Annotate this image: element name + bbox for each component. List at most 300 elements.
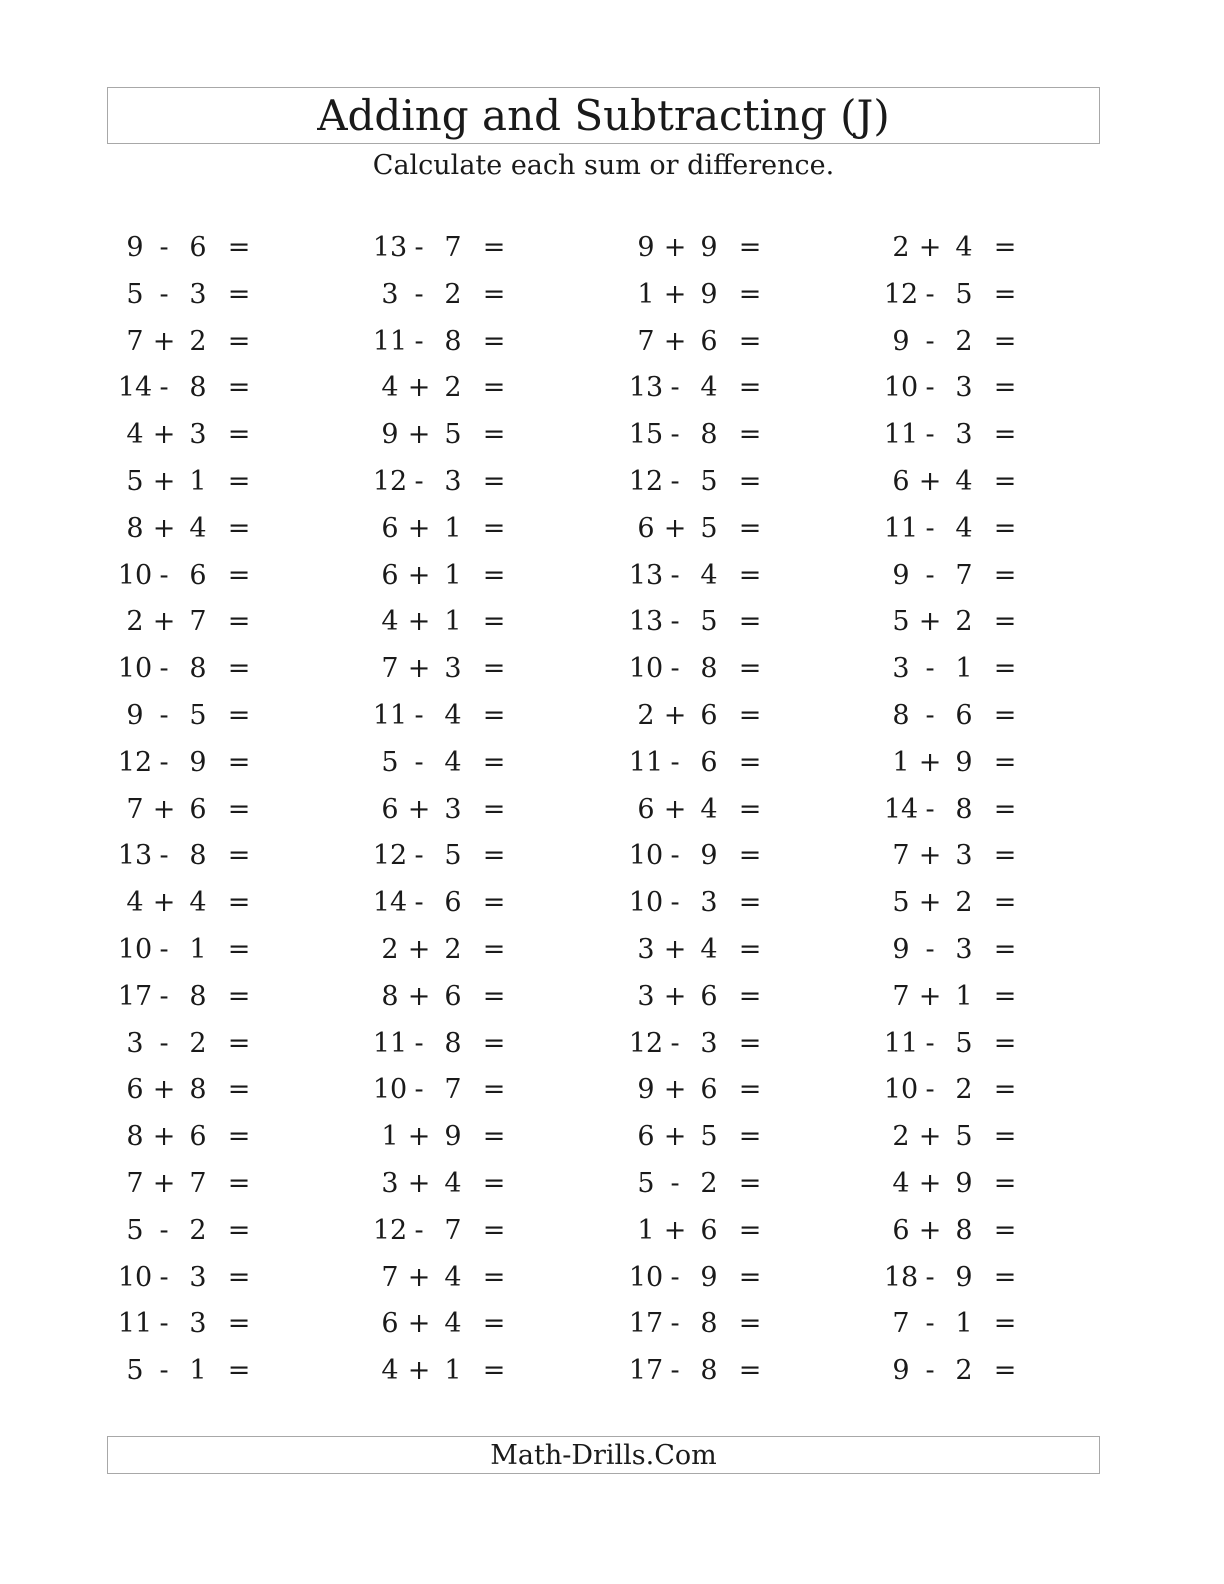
operator: + xyxy=(407,419,431,451)
equals-sign: = xyxy=(482,278,506,310)
operator: - xyxy=(159,232,169,263)
operand-b: 9 xyxy=(700,1261,718,1293)
problem-row xyxy=(617,1161,872,1208)
operand-a: 5 xyxy=(381,746,399,778)
footer-box xyxy=(107,1436,1100,1474)
operand-a: 12 xyxy=(117,746,153,778)
operand-a: 6 xyxy=(892,1214,910,1246)
equals-sign: = xyxy=(227,793,251,825)
problem-row xyxy=(872,459,1127,506)
operand-a: 17 xyxy=(628,1308,664,1340)
operand-b: 5 xyxy=(189,699,207,731)
operand-a: 13 xyxy=(628,606,664,638)
operand-b: 8 xyxy=(700,419,718,451)
problem-row xyxy=(872,1067,1127,1114)
equals-sign: = xyxy=(993,606,1017,638)
operand-a: 3 xyxy=(892,653,910,685)
operand-a: 10 xyxy=(883,372,919,404)
operator: + xyxy=(152,325,176,357)
problem-row xyxy=(872,787,1127,834)
problem-row xyxy=(617,880,872,927)
equals-sign: = xyxy=(227,559,251,591)
operand-a: 11 xyxy=(883,512,919,544)
problem-row xyxy=(617,1301,872,1348)
operand-b: 4 xyxy=(700,933,718,965)
operator: + xyxy=(663,1214,687,1246)
equals-sign: = xyxy=(738,232,762,263)
operand-b: 5 xyxy=(955,278,973,310)
operand-a: 12 xyxy=(372,840,408,872)
operand-b: 2 xyxy=(955,1355,973,1387)
operand-a: 6 xyxy=(637,793,655,825)
equals-sign: = xyxy=(993,1074,1017,1106)
problem-row xyxy=(361,646,616,693)
operator: - xyxy=(925,559,935,591)
operand-b: 9 xyxy=(700,232,718,263)
equals-sign: = xyxy=(227,1261,251,1293)
operand-b: 2 xyxy=(189,325,207,357)
operand-b: 9 xyxy=(700,278,718,310)
problem-row xyxy=(361,974,616,1021)
operand-b: 7 xyxy=(955,559,973,591)
operand-b: 8 xyxy=(444,325,462,357)
equals-sign: = xyxy=(482,232,506,263)
problem-row xyxy=(361,740,616,787)
equals-sign: = xyxy=(993,1214,1017,1246)
equals-sign: = xyxy=(993,840,1017,872)
equals-sign: = xyxy=(227,278,251,310)
operand-b: 4 xyxy=(700,372,718,404)
equals-sign: = xyxy=(482,1355,506,1387)
operand-a: 4 xyxy=(126,887,144,919)
problem-row xyxy=(106,787,361,834)
operand-b: 4 xyxy=(700,793,718,825)
problem-row xyxy=(872,833,1127,880)
equals-sign: = xyxy=(738,793,762,825)
problem-row xyxy=(106,365,361,412)
operand-b: 2 xyxy=(955,606,973,638)
operand-b: 3 xyxy=(955,933,973,965)
operand-b: 6 xyxy=(955,699,973,731)
equals-sign: = xyxy=(227,512,251,544)
operator: - xyxy=(159,278,169,310)
operand-a: 6 xyxy=(381,512,399,544)
equals-sign: = xyxy=(227,1074,251,1106)
operand-b: 8 xyxy=(189,653,207,685)
operand-b: 2 xyxy=(955,325,973,357)
operand-b: 5 xyxy=(444,419,462,451)
operand-a: 3 xyxy=(381,1167,399,1199)
equals-sign: = xyxy=(993,1167,1017,1199)
operand-a: 4 xyxy=(126,419,144,451)
equals-sign: = xyxy=(993,653,1017,685)
operand-a: 8 xyxy=(892,699,910,731)
operand-b: 4 xyxy=(444,746,462,778)
operand-b: 5 xyxy=(444,840,462,872)
operator: - xyxy=(414,278,424,310)
operand-a: 10 xyxy=(117,933,153,965)
equals-sign: = xyxy=(738,465,762,497)
operand-b: 2 xyxy=(444,372,462,404)
problem-row xyxy=(106,1208,361,1255)
operator: - xyxy=(414,1027,424,1059)
operand-a: 12 xyxy=(628,465,664,497)
operand-a: 12 xyxy=(628,1027,664,1059)
operand-a: 4 xyxy=(892,1167,910,1199)
problem-row xyxy=(872,880,1127,927)
operator: - xyxy=(925,793,935,825)
operator: - xyxy=(925,933,935,965)
equals-sign: = xyxy=(993,793,1017,825)
operand-a: 2 xyxy=(637,699,655,731)
operand-a: 8 xyxy=(126,1121,144,1153)
operator: - xyxy=(414,232,424,263)
equals-sign: = xyxy=(227,653,251,685)
equals-sign: = xyxy=(227,419,251,451)
equals-sign: = xyxy=(482,372,506,404)
operator: - xyxy=(925,1074,935,1106)
operator: + xyxy=(407,1261,431,1293)
operand-a: 11 xyxy=(883,419,919,451)
problem-row xyxy=(617,459,872,506)
equals-sign: = xyxy=(738,653,762,685)
operand-b: 2 xyxy=(189,1214,207,1246)
operator: - xyxy=(159,372,169,404)
operator: + xyxy=(152,465,176,497)
operator: + xyxy=(407,512,431,544)
operator: - xyxy=(670,465,680,497)
problem-row xyxy=(361,272,616,319)
problem-row xyxy=(872,319,1127,366)
operand-a: 3 xyxy=(381,278,399,310)
problem-row xyxy=(361,1161,616,1208)
operator: + xyxy=(152,887,176,919)
operator: + xyxy=(663,1074,687,1106)
equals-sign: = xyxy=(227,933,251,965)
operand-b: 3 xyxy=(955,419,973,451)
problem-row xyxy=(106,1348,361,1395)
operator: - xyxy=(670,606,680,638)
problem-row xyxy=(872,974,1127,1021)
operand-b: 5 xyxy=(700,512,718,544)
operand-b: 8 xyxy=(700,653,718,685)
problem-row xyxy=(106,1067,361,1114)
problem-row xyxy=(106,599,361,646)
operator: - xyxy=(670,1167,680,1199)
equals-sign: = xyxy=(227,1167,251,1199)
operand-a: 6 xyxy=(126,1074,144,1106)
operand-a: 6 xyxy=(637,512,655,544)
operator: + xyxy=(918,1214,942,1246)
operand-a: 18 xyxy=(883,1261,919,1293)
operator: + xyxy=(918,980,942,1012)
problem-row xyxy=(872,365,1127,412)
equals-sign: = xyxy=(482,512,506,544)
operator: - xyxy=(159,653,169,685)
problem-row xyxy=(106,880,361,927)
operator: - xyxy=(925,512,935,544)
equals-sign: = xyxy=(738,419,762,451)
equals-sign: = xyxy=(482,933,506,965)
operator: + xyxy=(152,1167,176,1199)
operand-b: 2 xyxy=(700,1167,718,1199)
operand-b: 9 xyxy=(700,840,718,872)
operator: - xyxy=(925,1308,935,1340)
equals-sign: = xyxy=(482,1121,506,1153)
equals-sign: = xyxy=(738,278,762,310)
problem-row xyxy=(106,1114,361,1161)
operator: + xyxy=(407,1308,431,1340)
problem-row xyxy=(617,740,872,787)
equals-sign: = xyxy=(227,1355,251,1387)
operand-a: 6 xyxy=(892,465,910,497)
problem-row xyxy=(106,693,361,740)
equals-sign: = xyxy=(482,1027,506,1059)
operand-b: 3 xyxy=(189,419,207,451)
operand-a: 10 xyxy=(117,653,153,685)
operand-a: 9 xyxy=(126,232,144,263)
operator: - xyxy=(670,746,680,778)
problem-row xyxy=(106,319,361,366)
equals-sign: = xyxy=(482,1167,506,1199)
operand-b: 8 xyxy=(189,372,207,404)
equals-sign: = xyxy=(993,278,1017,310)
operand-b: 2 xyxy=(955,887,973,919)
problem-row xyxy=(361,412,616,459)
problem-row xyxy=(872,272,1127,319)
problem-row xyxy=(872,1348,1127,1395)
operand-b: 6 xyxy=(700,325,718,357)
equals-sign: = xyxy=(993,372,1017,404)
operand-b: 8 xyxy=(444,1027,462,1059)
problem-row xyxy=(106,412,361,459)
problem-row xyxy=(617,365,872,412)
operand-a: 9 xyxy=(892,325,910,357)
operand-a: 1 xyxy=(381,1121,399,1153)
operand-b: 3 xyxy=(700,1027,718,1059)
problem-row xyxy=(617,1208,872,1255)
operator: - xyxy=(414,1074,424,1106)
problem-row xyxy=(361,1208,616,1255)
equals-sign: = xyxy=(993,1308,1017,1340)
problem-row xyxy=(361,1021,616,1068)
operand-b: 3 xyxy=(444,465,462,497)
problem-row xyxy=(617,1067,872,1114)
operator: - xyxy=(670,1027,680,1059)
equals-sign: = xyxy=(227,746,251,778)
operand-a: 10 xyxy=(628,1261,664,1293)
operand-a: 11 xyxy=(117,1308,153,1340)
operator: + xyxy=(918,887,942,919)
operand-a: 1 xyxy=(637,278,655,310)
operand-b: 2 xyxy=(189,1027,207,1059)
operand-b: 9 xyxy=(444,1121,462,1153)
operator: - xyxy=(414,325,424,357)
operand-b: 8 xyxy=(189,840,207,872)
equals-sign: = xyxy=(482,1074,506,1106)
problem-row xyxy=(872,740,1127,787)
equals-sign: = xyxy=(482,1261,506,1293)
equals-sign: = xyxy=(738,980,762,1012)
operand-b: 1 xyxy=(189,1355,207,1387)
operator: + xyxy=(663,512,687,544)
operand-a: 14 xyxy=(117,372,153,404)
operand-a: 7 xyxy=(381,653,399,685)
equals-sign: = xyxy=(993,1261,1017,1293)
operator: - xyxy=(925,699,935,731)
problem-row xyxy=(617,693,872,740)
operator: - xyxy=(670,653,680,685)
operand-b: 4 xyxy=(955,232,973,263)
equals-sign: = xyxy=(482,887,506,919)
operator: + xyxy=(407,559,431,591)
operand-a: 8 xyxy=(126,512,144,544)
operator: + xyxy=(407,793,431,825)
equals-sign: = xyxy=(738,699,762,731)
equals-sign: = xyxy=(993,325,1017,357)
operator: - xyxy=(670,1308,680,1340)
operand-a: 6 xyxy=(381,793,399,825)
operand-a: 5 xyxy=(126,278,144,310)
operator: - xyxy=(670,1261,680,1293)
operator: + xyxy=(663,278,687,310)
operand-a: 9 xyxy=(892,559,910,591)
operand-b: 1 xyxy=(955,653,973,685)
problem-row xyxy=(361,459,616,506)
operand-a: 4 xyxy=(381,606,399,638)
equals-sign: = xyxy=(738,559,762,591)
operand-a: 3 xyxy=(126,1027,144,1059)
problem-row xyxy=(106,1161,361,1208)
operand-a: 9 xyxy=(381,419,399,451)
operator: + xyxy=(918,746,942,778)
equals-sign: = xyxy=(738,1355,762,1387)
operand-b: 5 xyxy=(700,465,718,497)
equals-sign: = xyxy=(482,559,506,591)
equals-sign: = xyxy=(993,1121,1017,1153)
equals-sign: = xyxy=(738,746,762,778)
equals-sign: = xyxy=(482,1308,506,1340)
operand-a: 12 xyxy=(883,278,919,310)
operand-a: 7 xyxy=(637,325,655,357)
problem-row xyxy=(106,646,361,693)
operand-a: 3 xyxy=(637,933,655,965)
operand-b: 5 xyxy=(700,1121,718,1153)
operator: + xyxy=(663,232,687,263)
operand-b: 4 xyxy=(189,887,207,919)
problem-row xyxy=(106,740,361,787)
operand-b: 2 xyxy=(955,1074,973,1106)
operand-a: 17 xyxy=(117,980,153,1012)
problem-row xyxy=(617,599,872,646)
operand-b: 4 xyxy=(444,1167,462,1199)
operand-b: 6 xyxy=(700,1074,718,1106)
problem-row xyxy=(872,927,1127,974)
equals-sign: = xyxy=(227,980,251,1012)
equals-sign: = xyxy=(993,559,1017,591)
operator: - xyxy=(925,1261,935,1293)
problem-row xyxy=(106,1301,361,1348)
operand-b: 6 xyxy=(700,1214,718,1246)
operator: - xyxy=(159,1308,169,1340)
operator: - xyxy=(159,840,169,872)
equals-sign: = xyxy=(993,512,1017,544)
problem-grid xyxy=(0,225,1224,1395)
operand-a: 7 xyxy=(126,325,144,357)
equals-sign: = xyxy=(738,512,762,544)
problem-row xyxy=(617,927,872,974)
operand-a: 1 xyxy=(637,1214,655,1246)
operand-b: 3 xyxy=(700,887,718,919)
operand-a: 5 xyxy=(126,1214,144,1246)
problem-row xyxy=(872,1301,1127,1348)
operand-a: 4 xyxy=(381,372,399,404)
equals-sign: = xyxy=(993,232,1017,263)
operand-b: 6 xyxy=(444,887,462,919)
equals-sign: = xyxy=(993,1355,1017,1387)
equals-sign: = xyxy=(482,699,506,731)
operand-b: 7 xyxy=(444,1214,462,1246)
operand-a: 2 xyxy=(892,1121,910,1153)
problem-column xyxy=(361,225,616,1395)
operator: + xyxy=(152,1074,176,1106)
equals-sign: = xyxy=(993,699,1017,731)
problem-column xyxy=(106,225,361,1395)
problem-row xyxy=(361,1067,616,1114)
operand-b: 3 xyxy=(189,1308,207,1340)
problem-row xyxy=(361,1348,616,1395)
operand-b: 1 xyxy=(955,1308,973,1340)
operator: - xyxy=(159,980,169,1012)
operand-a: 8 xyxy=(381,980,399,1012)
operand-a: 10 xyxy=(117,559,153,591)
problem-row xyxy=(617,272,872,319)
equals-sign: = xyxy=(738,1074,762,1106)
operand-b: 9 xyxy=(189,746,207,778)
operand-a: 11 xyxy=(372,1027,408,1059)
operand-b: 4 xyxy=(700,559,718,591)
equals-sign: = xyxy=(738,933,762,965)
operand-b: 6 xyxy=(189,559,207,591)
equals-sign: = xyxy=(738,372,762,404)
problem-row xyxy=(106,833,361,880)
problem-row xyxy=(361,599,616,646)
problem-row xyxy=(872,599,1127,646)
operand-a: 5 xyxy=(892,887,910,919)
operator: + xyxy=(663,325,687,357)
operand-a: 7 xyxy=(126,793,144,825)
operator: - xyxy=(414,887,424,919)
equals-sign: = xyxy=(482,419,506,451)
operator: + xyxy=(918,465,942,497)
equals-sign: = xyxy=(482,653,506,685)
equals-sign: = xyxy=(738,840,762,872)
equals-sign: = xyxy=(738,887,762,919)
operator: + xyxy=(407,372,431,404)
problem-row xyxy=(361,693,616,740)
footer-text: Math-Drills.Com xyxy=(490,1439,717,1471)
equals-sign: = xyxy=(227,1027,251,1059)
operand-b: 1 xyxy=(189,465,207,497)
operand-a: 10 xyxy=(883,1074,919,1106)
operator: + xyxy=(918,606,942,638)
operator: - xyxy=(925,1027,935,1059)
operand-b: 1 xyxy=(444,606,462,638)
equals-sign: = xyxy=(227,1308,251,1340)
equals-sign: = xyxy=(993,746,1017,778)
problem-row xyxy=(361,880,616,927)
equals-sign: = xyxy=(738,1308,762,1340)
